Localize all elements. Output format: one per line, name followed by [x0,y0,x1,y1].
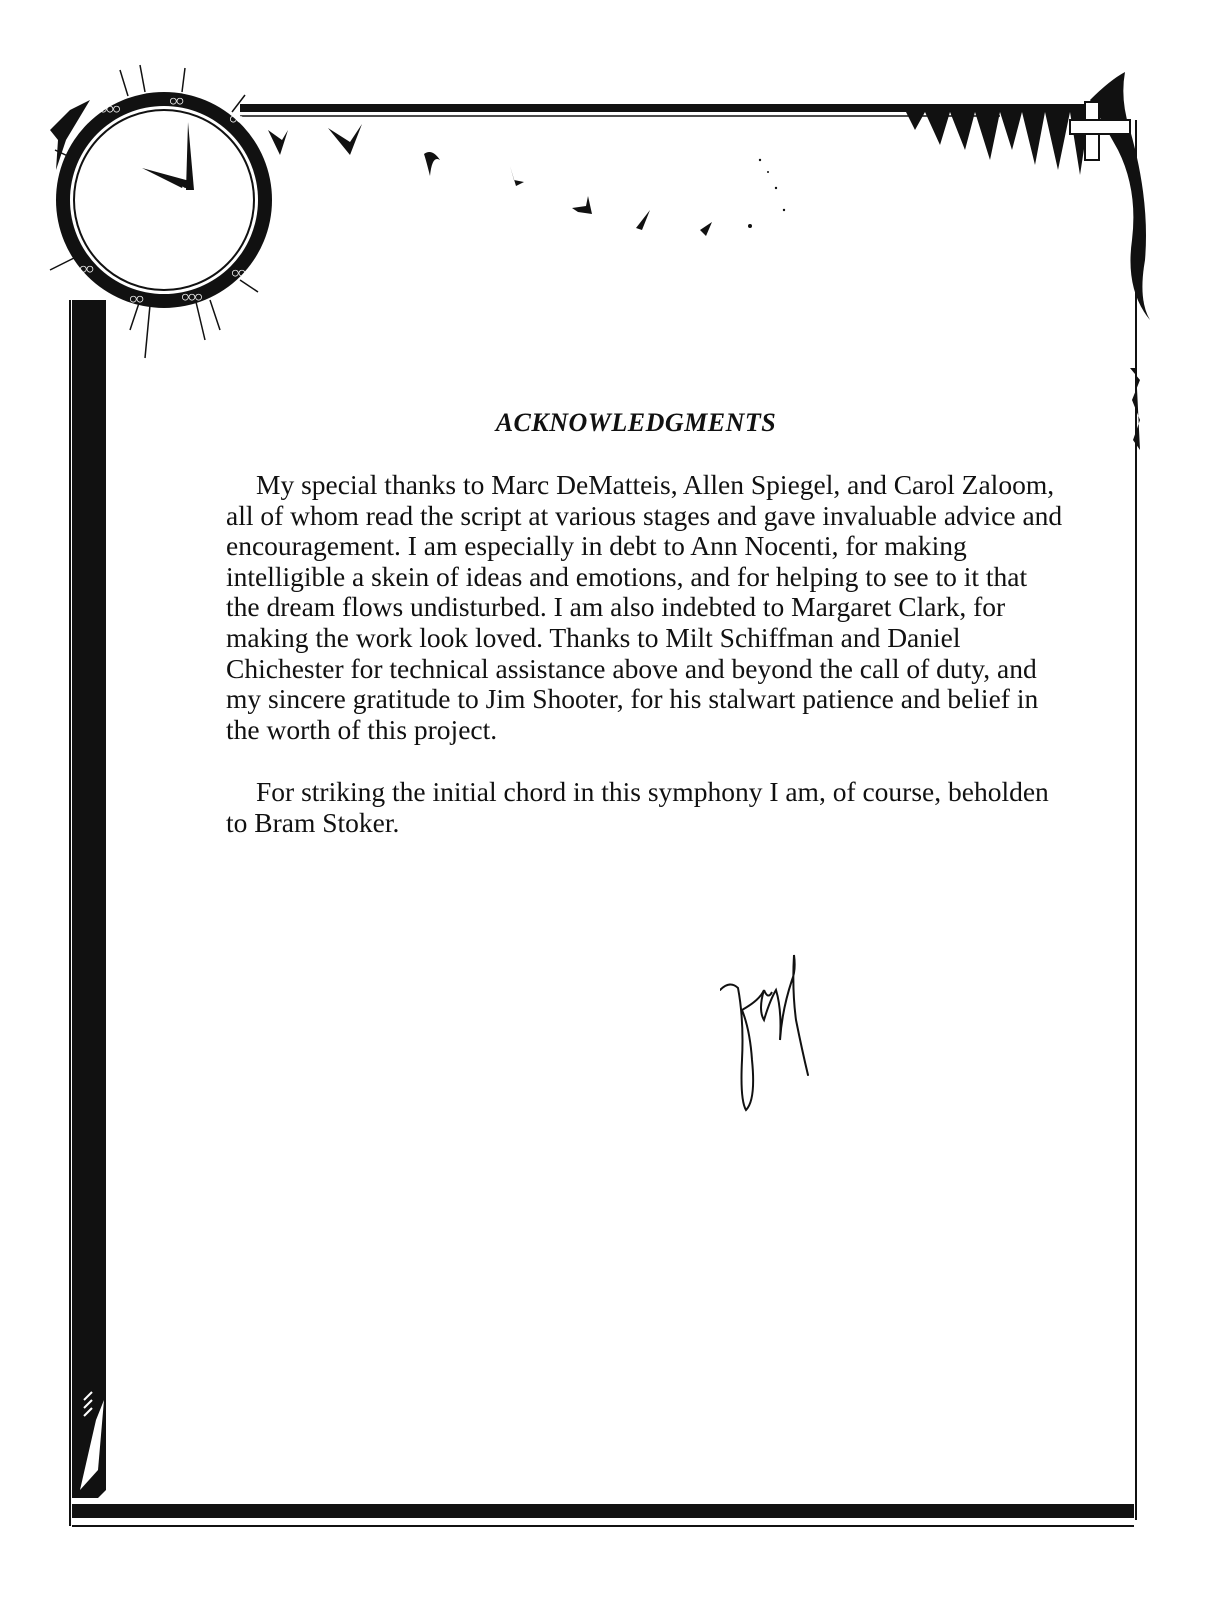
svg-text:○○: ○○ [232,266,246,279]
frame-left-border [72,300,106,1498]
page-title: ACKNOWLEDGMENTS [495,408,777,437]
svg-text:○○: ○○ [170,94,184,107]
svg-text:○○: ○○ [130,292,144,305]
acknowledgments-body [226,470,1066,871]
paragraph: For striking the initial chord in this symphony I am, of course, beholden to Bram Stoker. [226,776,1049,838]
paragraph: My special thanks to Marc DeMatteis, Allen Spiegel, and Carol Zaloom, all of whom read the script at various stages and gave invaluable advice and encouragement. I am especially in debt to Ann Nocenti, for making intelligible a skein of ideas and emotions, and for helping to see to it that the dream flows undisturbed. I am also indebted to Margaret Clark, for making the work look loved. Thanks to Milt Schiffman and Daniel Chichester for technical assistance above and beyond the call of duty, and my sincere gratitude to Jim Shooter, for his stalwart patience and belief in the worth of this project. [226,469,1063,745]
bat-icon [268,124,785,236]
svg-text:○○: ○○ [80,262,94,275]
svg-text:○○: ○○ [230,112,244,125]
frame-top-right-fringe [905,110,1090,175]
svg-text:○○○: ○○○ [100,102,120,115]
signature-mark [720,950,830,1130]
frame-bottom-border [72,1504,1134,1518]
svg-text:○○○: ○○○ [182,290,202,303]
